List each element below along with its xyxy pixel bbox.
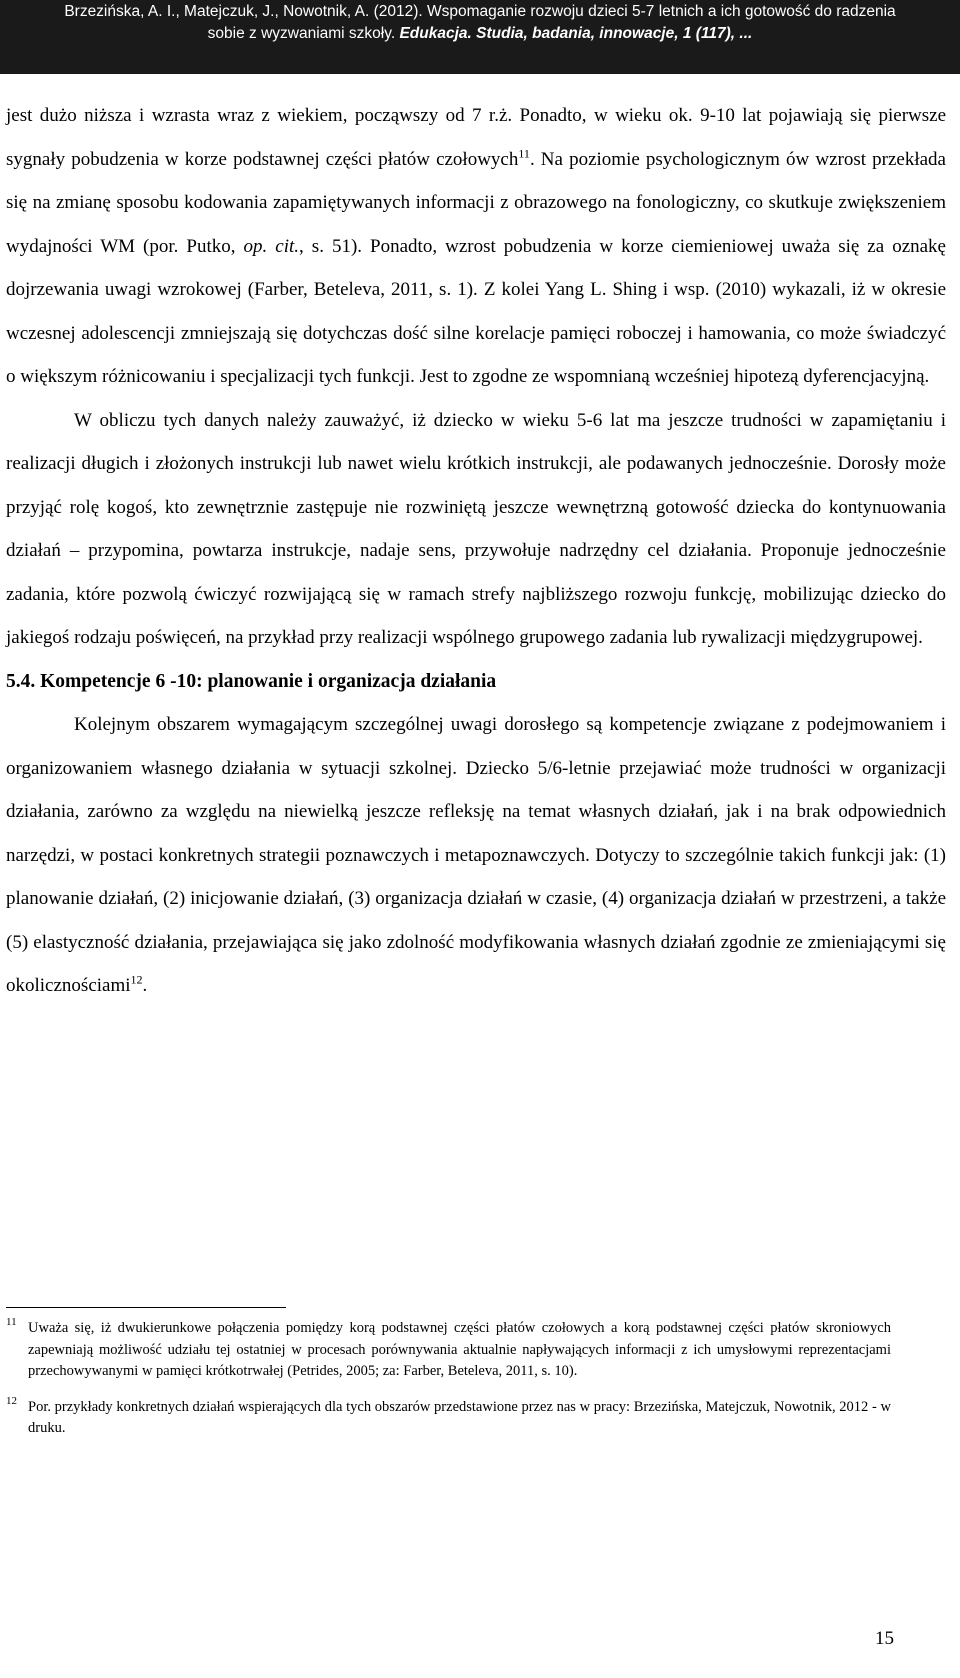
header-citation-line2 (0, 23, 960, 45)
header-title-end: sobie z wyzwaniami szkoły. (207, 25, 400, 42)
footnote-number: 12 (6, 1394, 17, 1407)
footnote-separator (6, 1307, 286, 1308)
paragraph-1-text-b: . Na poziomie psychologicznym ów wzrost przekłada się na zmianę sposobu kodowania zapamiętywanych informacji z obrazowego na fonologiczny, co skutkuje zwiększeniem wydajności WM (por. Putko, (6, 148, 946, 257)
footnote-12 (6, 1394, 891, 1440)
footnote-text: Uważa się, iż dwukierunkowe połączenia pomiędzy korą podstawnej części płatów czołowych a korą podstawnej części płatów skroniowych zapewniają możliwość udziału tej ostatniej w procesach porównywania aktualnie napływających informacji z ich umysłowymi reprezentacjami przechowywanymi w pamięci krótkotrwałej (Petrides, 2005; za: Farber, Beteleva, 2011, s. 10). (28, 1320, 891, 1379)
main-text (6, 94, 946, 1008)
header-citation-line1: Brzezińska, A. I., Matejczuk, J., Nowotnik, A. (2012). Wspomaganie rozwoju dzieci 5-7 letnich a ich gotowość do radzenia (64, 3, 896, 20)
footnote-ref-11[interactable]: 11 (518, 146, 530, 161)
page-number: 15 (875, 1628, 894, 1649)
paragraph-1-text-a: jest dużo niższa i wzrasta wraz z wiekiem, począwszy od 7 r.ż. Ponadto, w wieku ok. 9-10 lat pojawiają się pierwsze sygnały pobudzenia w korze podstawnej części płatów czołowych (6, 105, 946, 170)
paragraph-1-text-c: , s. 51). Ponadto, wzrost pobudzenia w korze ciemieniowej uważa się za oznakę dojrzewania uwagi wzrokowej (Farber, Beteleva, 2011, s. 1). Z kolei Yang L. Shing i wsp. (2010) wykazali, iż w okresie wczesnej adolescencji zmniejszają się dotychczas dość silne korelacje pamięci roboczej i hamowania, co może świadczyć o większym różnicowaniu i specjalizacji tych funkcji. Jest to zgodne ze wspomnianą wcześniej hipotezą dyferencjacyjną. (6, 235, 946, 387)
paragraph-3 (6, 703, 946, 1008)
header-journal: Edukacja. Studia, badania, innowacje, 1 (117), ... (399, 25, 753, 42)
paragraph-1 (6, 94, 946, 399)
footnotes (6, 1318, 891, 1454)
running-header (0, 0, 960, 74)
paragraph-3-text-a: Kolejnym obszarem wymagającym szczególnej uwagi dorosłego są kompetencje związane z podejmowaniem i organizowaniem własnego działania w sytuacji szkolnej. Dziecko 5/6-letnie przejawiać może trudności w organizacji działania, zarówno za względu na niewielką jeszcze refleksję na temat własnych działań, jak i na brak odpowiednich narzędzi, w postaci konkretnych strategii poznawczych i metapoznawczych. Dotyczy to szczególnie takich funkcji jak: (1) planowanie działań, (2) inicjowanie działań, (3) organizacja działań w czasie, (4) organizacja działań w przestrzeni, a także (5) elastyczność działania, przejawiająca się jako zdolność modyfikowania własnych działań zgodnie ze zmieniającymi się okolicznościami (6, 714, 946, 996)
footnote-text: Por. przykłady konkretnych działań wspierających dla tych obszarów przedstawione przez nas w pracy: Brzezińska, Matejczuk, Nowotnik, 2012 - w druku. (28, 1398, 891, 1436)
footnote-11 (6, 1318, 891, 1383)
footnote-number: 11 (6, 1316, 17, 1328)
op-cit: op. cit. (243, 235, 300, 257)
paragraph-2: W obliczu tych danych należy zauważyć, iż dziecko w wieku 5-6 lat ma jeszcze trudności w zapamiętaniu i realizacji długich i złożonych instrukcji lub nawet wielu krótkich instrukcji, ale podawanych jednocześnie. Dorosły może przyjąć rolę kogoś, kto zewnętrznie zastępuje nie rozwiniętą jeszcze wewnętrzną gotowość dziecka do kontynuowania działań – przypomina, powtarza instrukcje, nadaje sens, przywołuje nadrzędny cel działania. Proponuje jednocześnie zadania, które pozwolą ćwiczyć rozwijającą się w ramach strefy najbliższego rozwoju funkcję, mobilizując dziecko do jakiegoś rodzaju poświęceń, na przykład przy realizacji wspólnego grupowego zadania lub rywalizacji międzygrupowej. (6, 409, 946, 648)
footnote-ref-12[interactable]: 12 (130, 972, 143, 987)
paragraph-3-text-b: . (142, 975, 148, 996)
section-heading: 5.4. Kompetencje 6 -10: planowanie i organizacja działania (6, 670, 497, 692)
